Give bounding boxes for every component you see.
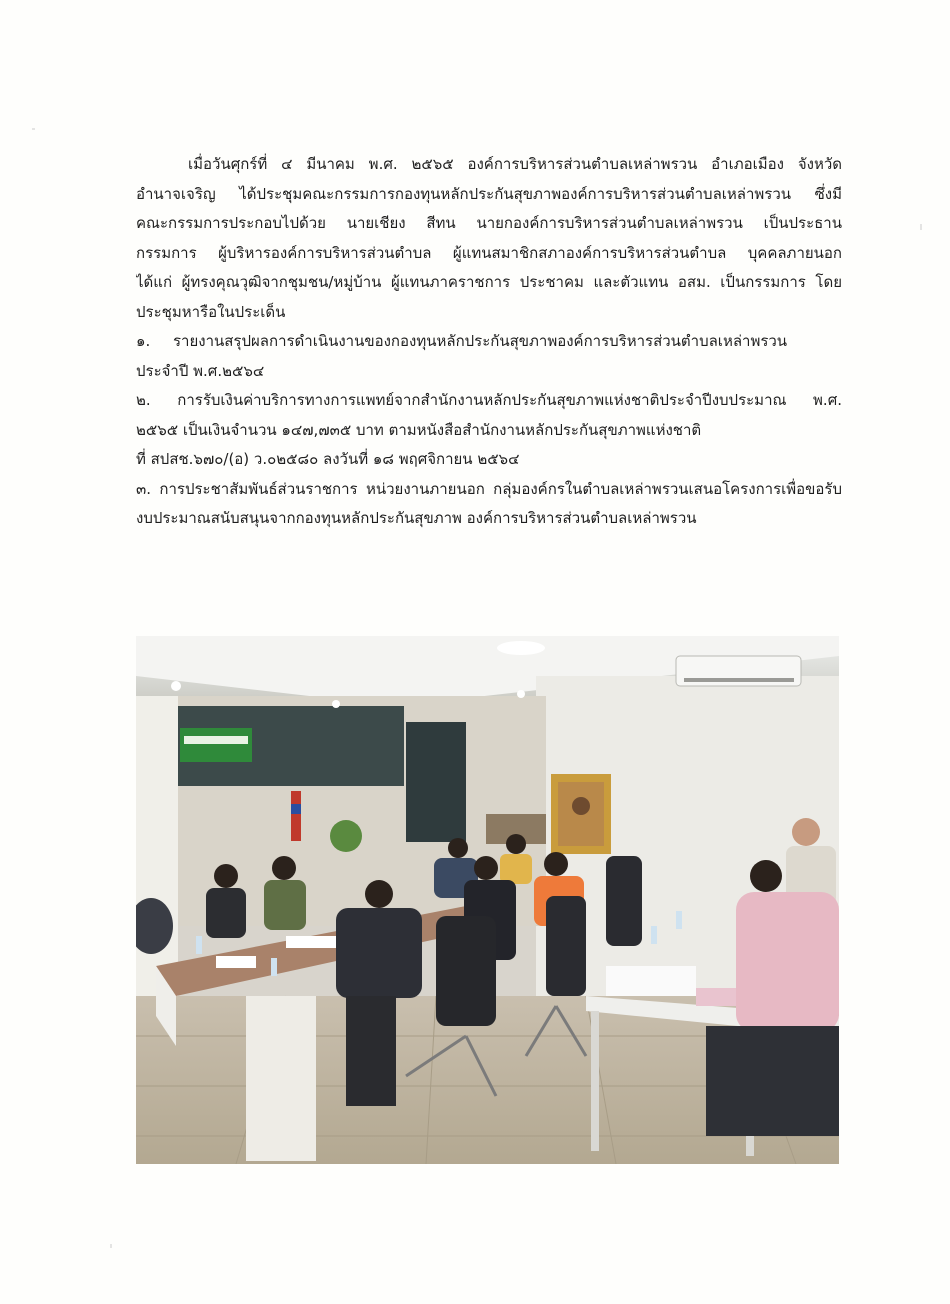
paragraph-line: อำนาจเจริญ ได้ประชุมคณะกรรมการกองทุนหลักประกันสุขภาพองค์การบริหารส่วนตำบลเหล่าพรวน ซึ่งมี xyxy=(136,184,842,203)
paragraph-line: ประชุมหารือในประเด็น xyxy=(136,302,286,321)
body-text xyxy=(136,150,842,534)
paragraph-line: กรรมการ ผู้บริหารองค์การบริหารส่วนตำบล ผู้แทนสมาชิกสภาองค์การบริหารส่วนตำบล บุคคลภายนอก xyxy=(136,243,842,262)
scan-speck xyxy=(32,128,35,130)
agenda-number: ๑. xyxy=(136,332,151,350)
meeting-room-illustration xyxy=(136,636,839,1164)
scan-speck xyxy=(110,1244,112,1248)
agenda-text: รายงานสรุปผลการดำเนินงานของกองทุนหลักประกันสุขภาพองค์การบริหารส่วนตำบลเหล่าพรวน xyxy=(173,332,788,350)
agenda-line: ประจำปี พ.ศ.๒๕๖๔ xyxy=(136,361,265,380)
meeting-photo xyxy=(136,636,839,1164)
paragraph-line: คณะกรรมการประกอบไปด้วย นายเชียง สีทน นายกองค์การบริหารส่วนตำบลเหล่าพรวน เป็นประธาน xyxy=(136,214,842,232)
scan-speck xyxy=(920,224,922,230)
paragraph-line: เมื่อวันศุกร์ที่ ๔ มีนาคม พ.ศ. ๒๕๖๕ องค์การบริหารส่วนตำบลเหล่าพรวน อำเภอเมือง จังหวัด xyxy=(188,155,842,173)
agenda-item-2: ๒. การรับเงินค่าบริการทางการแพทย์จากสำนักงานหลักประกันสุขภาพแห่งชาติประจำปีงบประมาณ พ.ศ. xyxy=(136,391,842,409)
paragraph-line: ได้แก่ ผู้ทรงคุณวุฒิจากชุมชน/หมู่บ้าน ผู้แทนภาคราชการ ประชาคม และตัวแทน อสม. เป็นกรรมการ โดย xyxy=(136,273,842,291)
agenda-line: งบประมาณสนับสนุนจากกองทุนหลักประกันสุขภาพ องค์การบริหารส่วนตำบลเหล่าพรวน xyxy=(136,509,697,527)
agenda-item-3: ๓. การประชาสัมพันธ์ส่วนราชการ หน่วยงานภายนอก กลุ่มองค์กรในตำบลเหล่าพรวนเสนอโครงการเพื่อขอรับ xyxy=(136,479,842,498)
agenda-line: ที่ สปสช.๖๗๐/(อ) ว.๐๒๕๘๐ ลงวันที่ ๑๘ พฤศจิกายน ๒๕๖๔ xyxy=(136,450,520,468)
agenda-line: ๒๕๖๕ เป็นเงินจำนวน ๑๔๗,๗๓๕ บาท ตามหนังสือสำนักงานหลักประกันสุขภาพแห่งชาติ xyxy=(136,420,702,439)
agenda-item-1 xyxy=(136,327,842,357)
